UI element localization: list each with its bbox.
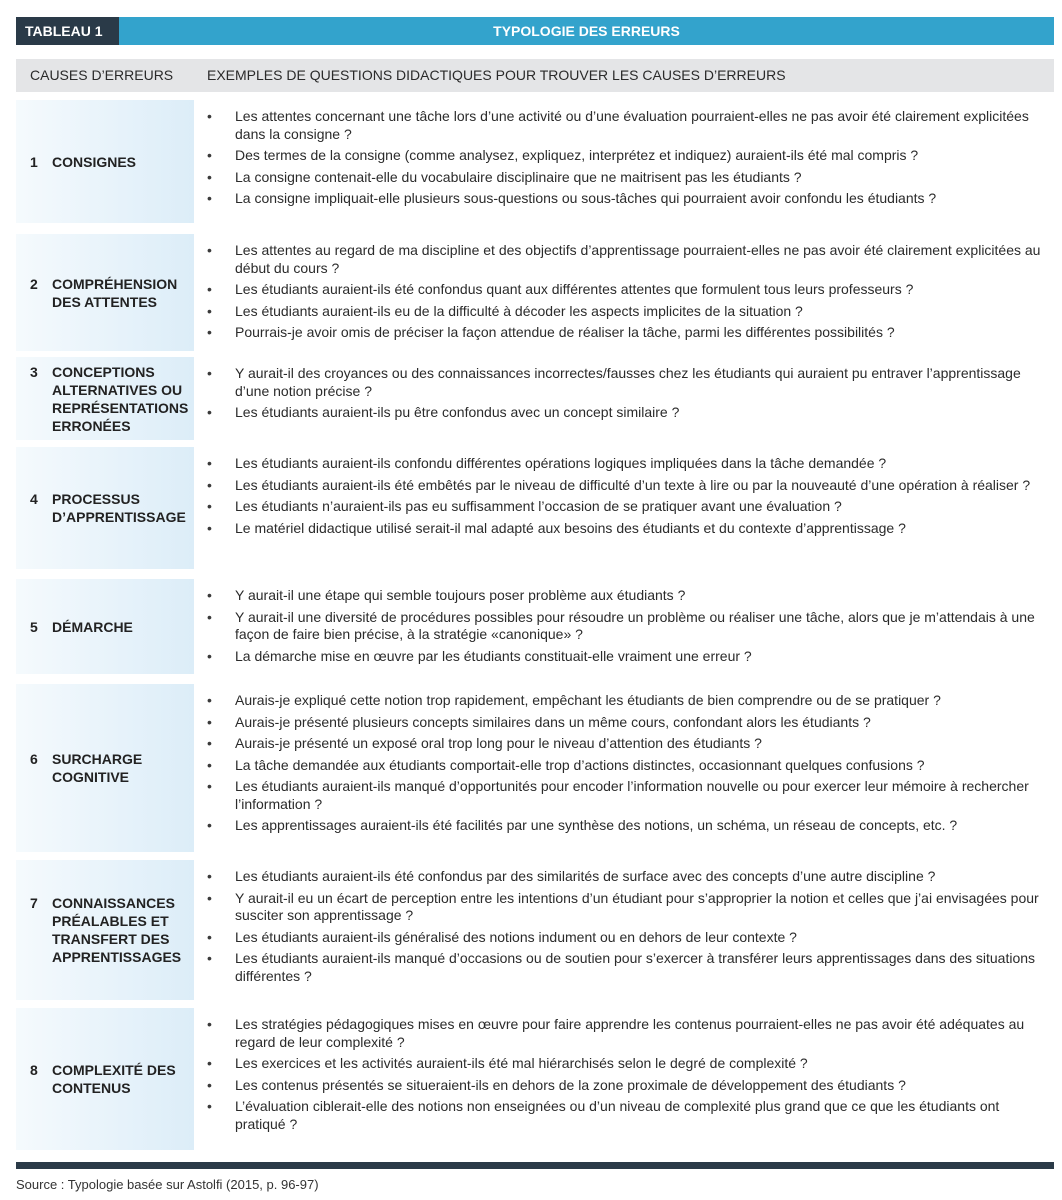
- question-text: La tâche demandée aux étudiants comportait-elle trop d’actions distinctes, occasionnant quelques confusions ?: [235, 756, 925, 773]
- question-item: [207, 950, 1046, 985]
- question-text: Des termes de la consigne (comme analysez, expliquez, interprétez et indiquez) auraient-ils été mal compris ?: [235, 147, 919, 163]
- cause-cell: [16, 860, 194, 1000]
- table-row: [16, 100, 1054, 223]
- cause-cell: [16, 100, 194, 223]
- question-text: Pourrais-je avoir omis de préciser la façon attendue de réaliser la tâche, parmi les différentes possibilités ?: [235, 324, 895, 340]
- question-text: Y aurait-il une étape qui semble toujours poser problème aux étudiants ?: [235, 587, 686, 603]
- question-item: [207, 929, 1046, 947]
- question-text: Les stratégies pédagogiques mises en œuvre pour faire apprendre les contenus pourraient-elles ne pas avoir été adéquates au regard de leur complexité ?: [235, 1016, 1025, 1050]
- question-text: Aurais-je expliqué cette notion trop rapidement, empêchant les étudiants de bien comprendre ou de se pratiquer ?: [235, 692, 941, 708]
- cause-label: [30, 275, 188, 311]
- column-header-causes: CAUSES D’ERREURS: [30, 67, 174, 83]
- question-item: [207, 1016, 1046, 1051]
- bullet-icon: •: [207, 735, 212, 751]
- bullet-icon: •: [207, 476, 212, 493]
- question-item: [207, 587, 1046, 605]
- question-item: [207, 692, 1046, 710]
- question-text: Y aurait-il des croyances ou des connaissances incorrectes/fausses chez les étudiants qui auraient pu entraver l’apprentissage d’une notion précise ?: [235, 365, 1021, 399]
- table-row: [16, 579, 1054, 674]
- bullet-icon: •: [207, 365, 212, 381]
- bullet-icon: •: [207, 928, 212, 945]
- question-list: [207, 868, 1046, 985]
- question-text: Les étudiants auraient-ils pu être confondus avec un concept similaire ?: [235, 404, 680, 420]
- cause-cell: [16, 447, 194, 569]
- questions-cell: [207, 455, 1046, 541]
- question-item: [207, 498, 1046, 516]
- bullet-icon: •: [207, 587, 212, 603]
- bullet-icon: •: [207, 950, 212, 966]
- cause-cell: [16, 234, 194, 351]
- question-item: [207, 242, 1046, 277]
- question-item: [207, 404, 1046, 422]
- cause-text: SURCHARGE COGNITIVE: [52, 751, 143, 785]
- questions-cell: [207, 242, 1046, 346]
- cause-number: 1: [30, 153, 38, 170]
- column-header-row: [16, 59, 1054, 92]
- bullet-icon: •: [207, 1055, 212, 1071]
- question-text: Les étudiants auraient-ils été embêtés par le niveau de difficulté d’un texte à lire ou par la nouveauté d’une opération à réaliser ?: [235, 476, 1031, 493]
- question-text: Les apprentissages auraient-ils été facilités par une synthèse des notions, un schéma, un réseau de concepts, etc. ?: [235, 817, 958, 833]
- bullet-icon: •: [207, 168, 212, 185]
- bullet-icon: •: [207, 519, 212, 536]
- question-item: [207, 609, 1046, 644]
- question-text: Les contenus présentés se situeraient-ils en dehors de la zone proximale de développement des étudiants ?: [235, 1076, 906, 1093]
- bullet-icon: •: [207, 108, 212, 124]
- question-item: [207, 868, 1046, 886]
- question-text: Aurais-je présenté un exposé oral trop long pour le niveau d’attention des étudiants ?: [235, 735, 762, 751]
- question-item: [207, 477, 1046, 495]
- questions-cell: [207, 587, 1046, 669]
- cause-text: CONNAISSANCES PRÉALABLES ET TRANSFERT DES APPRENTISSAGES: [52, 895, 182, 965]
- table-title: TYPOLOGIE DES ERREURS: [119, 17, 1054, 45]
- question-item: [207, 1077, 1046, 1095]
- bullet-icon: •: [207, 713, 212, 730]
- question-item: [207, 190, 1046, 208]
- question-item: [207, 147, 1046, 165]
- bullet-icon: •: [207, 190, 212, 206]
- table-row: [16, 234, 1054, 351]
- question-text: Le matériel didactique utilisé serait-il mal adapté aux besoins des étudiants et du contexte d’apprentissage ?: [235, 519, 906, 536]
- questions-cell: [207, 1016, 1046, 1137]
- source-note: Source : Typologie basée sur Astolfi (2015, p. 96-97): [16, 1177, 319, 1192]
- question-text: Les étudiants auraient-ils eu de la difficulté à décoder les aspects implicites de la situation ?: [235, 302, 803, 319]
- question-text: Y aurait-il eu un écart de perception entre les intentions d’un étudiant pour s’approprier la notion et celles que j’ai envisagées pour susciter son apprentissage ?: [235, 889, 1039, 923]
- question-list: [207, 587, 1046, 665]
- table-header: [16, 17, 1054, 45]
- question-list: [207, 108, 1046, 208]
- cause-text: PROCESSUS D’APPRENTISSAGE: [52, 491, 186, 525]
- bullet-icon: •: [207, 281, 212, 297]
- question-text: Les étudiants auraient-ils été confondus quant aux différentes attentes que formulent tous leurs professeurs ?: [235, 281, 914, 297]
- question-item: [207, 778, 1046, 813]
- cause-label: [30, 894, 188, 966]
- question-text: Les étudiants auraient-ils confondu différentes opérations logiques impliquées dans la tâche demandée ?: [235, 455, 887, 471]
- cause-cell: [16, 357, 194, 440]
- cause-number: 6: [30, 751, 38, 767]
- bullet-icon: •: [207, 868, 212, 884]
- question-item: [207, 714, 1046, 732]
- cause-label: [30, 363, 188, 435]
- question-text: La consigne impliquait-elle plusieurs sous-questions ou sous-tâches qui pourraient avoir confondu les étudiants ?: [235, 190, 937, 206]
- question-text: Les étudiants auraient-ils été confondus par des similarités de surface avec des concepts d’une autre discipline ?: [235, 868, 936, 884]
- cause-text: COMPLEXITÉ DES CONTENUS: [52, 1062, 176, 1096]
- question-text: Les exercices et les activités auraient-ils été mal hiérarchisés selon le degré de complexité ?: [235, 1055, 808, 1071]
- cause-number: 2: [30, 275, 38, 292]
- cause-label: [30, 618, 188, 636]
- question-item: [207, 757, 1046, 775]
- bullet-icon: •: [207, 1098, 212, 1114]
- cause-text: CONCEPTIONS ALTERNATIVES OU REPRÉSENTATIONS ERRONÉES: [52, 363, 189, 434]
- question-item: [207, 281, 1046, 299]
- bullet-icon: •: [207, 692, 212, 708]
- cause-label: [30, 750, 188, 786]
- cause-label: [30, 490, 188, 526]
- table-row: [16, 1008, 1054, 1150]
- bullet-icon: •: [207, 404, 212, 420]
- question-item: [207, 817, 1046, 835]
- question-item: [207, 735, 1046, 753]
- column-header-exemples: EXEMPLES DE QUESTIONS DIDACTIQUES POUR TROUVER LES CAUSES D’ERREURS: [207, 67, 786, 83]
- question-item: [207, 108, 1046, 143]
- bullet-icon: •: [207, 647, 212, 664]
- table-number-badge: TABLEAU 1: [16, 17, 119, 45]
- cause-number: 4: [30, 491, 38, 507]
- bullet-icon: •: [207, 1016, 212, 1032]
- table-row: [16, 860, 1054, 1000]
- question-item: [207, 520, 1046, 538]
- bullet-icon: •: [207, 455, 212, 471]
- cause-text: DÉMARCHE: [52, 618, 133, 635]
- question-item: [207, 169, 1046, 187]
- question-item: [207, 455, 1046, 473]
- question-text: Y aurait-il une diversité de procédures possibles pour résoudre un problème ou réaliser une tâche, alors que je m’attendais à une façon de faire bien précise, à la stratégie «canonique» ?: [235, 608, 1035, 642]
- table-row: [16, 357, 1054, 440]
- question-item: [207, 303, 1046, 321]
- question-item: [207, 648, 1046, 666]
- questions-cell: [207, 108, 1046, 212]
- cause-number: 3: [30, 363, 38, 380]
- question-item: [207, 324, 1046, 342]
- bullet-icon: •: [207, 817, 212, 833]
- bullet-icon: •: [207, 1076, 212, 1093]
- bullet-icon: •: [207, 608, 212, 625]
- question-text: La consigne contenait-elle du vocabulaire disciplinaire que ne maitrisent pas les étudiants ?: [235, 168, 802, 185]
- cause-text: CONSIGNES: [52, 153, 137, 170]
- cause-cell: [16, 579, 194, 674]
- question-item: [207, 365, 1046, 400]
- cause-cell: [16, 1008, 194, 1150]
- bullet-icon: •: [207, 756, 212, 773]
- bullet-icon: •: [207, 889, 212, 906]
- bullet-icon: •: [207, 242, 212, 258]
- question-item: [207, 1098, 1046, 1133]
- questions-cell: [207, 868, 1046, 989]
- cause-number: 5: [30, 618, 38, 635]
- question-list: [207, 455, 1046, 537]
- question-text: Les étudiants auraient-ils généralisé des notions indument ou en dehors de leur contexte ?: [235, 928, 797, 945]
- question-list: [207, 365, 1046, 422]
- question-text: Les attentes concernant une tâche lors d’une activité ou d’une évaluation pourraient-elles ne pas avoir été clairement explicitées dans la consigne ?: [235, 108, 1029, 142]
- question-list: [207, 242, 1046, 342]
- question-item: [207, 1055, 1046, 1073]
- question-text: L’évaluation ciblerait-elle des notions non enseignées ou d’un niveau de complexité plus grand que ce que les étudiants ont pratiqué ?: [235, 1098, 1000, 1132]
- cause-number: 8: [30, 1062, 38, 1078]
- cause-label: [30, 1061, 188, 1097]
- bullet-icon: •: [207, 324, 212, 340]
- table-row: [16, 684, 1054, 852]
- question-list: [207, 692, 1046, 835]
- bullet-icon: •: [207, 498, 212, 514]
- question-text: Les étudiants auraient-ils manqué d’occasions ou de soutien pour s’exercer à transférer leurs apprentissages dans des situations différentes ?: [235, 950, 1036, 984]
- question-text: La démarche mise en œuvre par les étudiants constituait-elle vraiment une erreur ?: [235, 647, 752, 664]
- bottom-rule: [16, 1162, 1054, 1169]
- question-item: [207, 890, 1046, 925]
- question-text: Les étudiants n’auraient-ils pas eu suffisamment l’occasion de se pratiquer avant une évaluation ?: [235, 498, 842, 514]
- cause-number: 7: [30, 895, 38, 911]
- table-row: [16, 447, 1054, 569]
- bullet-icon: •: [207, 302, 212, 319]
- question-text: Les étudiants auraient-ils manqué d’opportunités pour encoder l’information nouvelle ou pour exercer leur mémoire à rechercher l’information ?: [235, 778, 1029, 812]
- bullet-icon: •: [207, 147, 212, 163]
- question-text: Aurais-je présenté plusieurs concepts similaires dans un même cours, confondant alors les étudiants ?: [235, 713, 871, 730]
- question-text: Les attentes au regard de ma discipline et des objectifs d’apprentissage pourraient-elles ne pas avoir été clairement explicitées au début du cours ?: [235, 242, 1041, 276]
- cause-cell: [16, 684, 194, 852]
- questions-cell: [207, 692, 1046, 839]
- question-list: [207, 1016, 1046, 1133]
- cause-label: [30, 153, 188, 171]
- cause-text: COMPRÉHENSION DES ATTENTES: [52, 275, 178, 310]
- bullet-icon: •: [207, 778, 212, 794]
- questions-cell: [207, 365, 1046, 426]
